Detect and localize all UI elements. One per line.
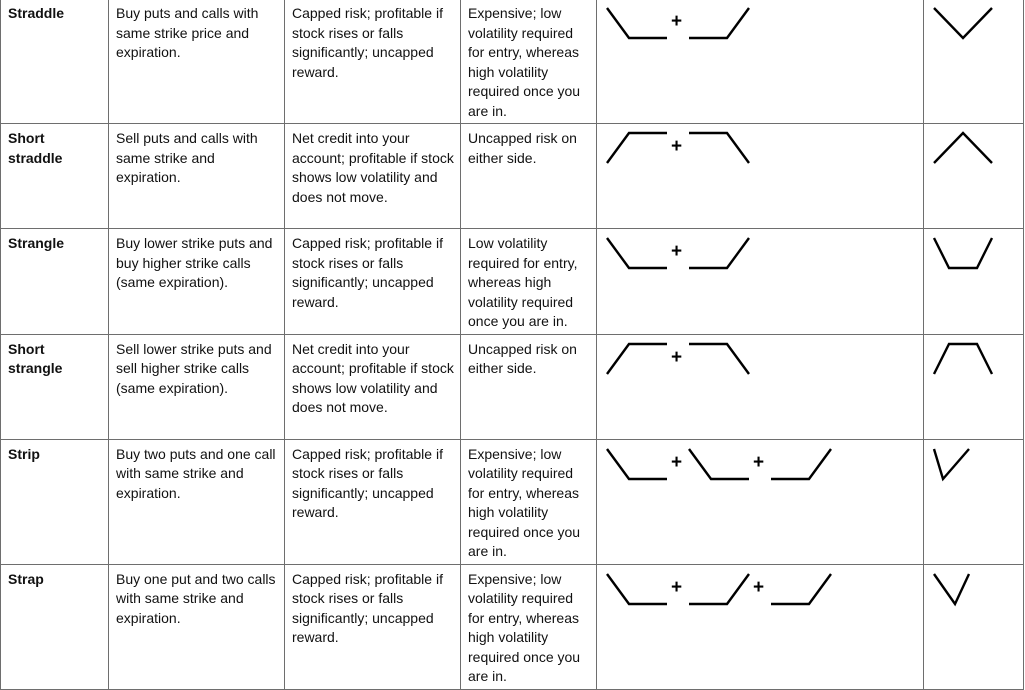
table-row <box>1 124 1024 229</box>
strap-payoff-icon <box>934 574 969 604</box>
legs-diagram <box>597 565 924 688</box>
strategy-description: Sell lower strike puts and sell higher strike calls (same expiration). <box>109 334 285 439</box>
strategy-pros: Capped risk; profitable if stock rises or falls significantly; uncapped reward. <box>285 564 461 689</box>
leg-plus-sign: + <box>671 11 683 32</box>
payoff-diagram <box>924 0 1024 122</box>
strategy-name: Strip <box>1 439 109 564</box>
leg-plus-sign: + <box>753 451 765 473</box>
strategy-payoff <box>924 124 1024 229</box>
strategy-legs <box>597 124 924 229</box>
long-call-leg-icon <box>689 238 749 268</box>
legs-diagram <box>597 0 924 122</box>
long-strangle-payoff-icon <box>934 238 992 268</box>
long-call-leg-icon <box>689 8 749 38</box>
payoff-diagram <box>924 335 1024 438</box>
strategy-pros: Capped risk; profitable if stock rises or falls significantly; uncapped reward. <box>285 0 461 124</box>
strategy-description: Buy puts and calls with same strike price and expiration. <box>109 0 285 124</box>
strategy-cons: Uncapped risk on either side. <box>461 334 597 439</box>
long-put-leg-icon <box>607 238 667 268</box>
strategy-payoff <box>924 229 1024 335</box>
long-straddle-payoff-icon <box>934 8 992 38</box>
short-call-leg-icon <box>607 133 667 163</box>
long-call-leg-icon <box>771 449 831 479</box>
leg-plus-sign: + <box>671 576 683 598</box>
payoff-diagram <box>924 124 1024 227</box>
strategy-pros: Net credit into your account; profitable if stock shows low volatility and does not move. <box>285 334 461 439</box>
strategy-description: Sell puts and calls with same strike and expiration. <box>109 124 285 229</box>
short-strangle-payoff-icon <box>934 344 992 374</box>
legs-diagram <box>597 440 924 563</box>
table-row <box>1 564 1024 689</box>
strategy-name: Straddle <box>1 0 109 124</box>
strategy-name: Strangle <box>1 229 109 335</box>
short-put-leg-icon <box>689 133 749 163</box>
strategy-cons: Low volatility required for entry, whereas high volatility required once you are in. <box>461 229 597 335</box>
strategy-pros: Net credit into your account; profitable if stock shows low volatility and does not move. <box>285 124 461 229</box>
payoff-diagram <box>924 229 1024 332</box>
strategy-payoff <box>924 564 1024 689</box>
strategy-legs <box>597 439 924 564</box>
legs-diagram <box>597 124 924 227</box>
strategy-legs <box>597 0 924 124</box>
strategy-cons: Uncapped risk on either side. <box>461 124 597 229</box>
payoff-diagram <box>924 440 1024 563</box>
strategy-pros: Capped risk; profitable if stock rises or falls significantly; uncapped reward. <box>285 439 461 564</box>
strategy-name: Short straddle <box>1 124 109 229</box>
table-body <box>1 0 1024 689</box>
strategy-payoff <box>924 334 1024 439</box>
strategy-cons: Expensive; low volatility required for entry, whereas high volatility required once you are in. <box>461 439 597 564</box>
leg-plus-sign: + <box>671 346 683 368</box>
strategy-legs <box>597 229 924 335</box>
table-row <box>1 229 1024 335</box>
strategy-cons: Expensive; low volatility required for entry, whereas high volatility required once you are in. <box>461 0 597 124</box>
table-row <box>1 439 1024 564</box>
long-call-leg-icon <box>771 574 831 604</box>
strategy-payoff <box>924 0 1024 124</box>
long-call-leg-icon <box>689 574 749 604</box>
table-row <box>1 0 1024 124</box>
legs-diagram <box>597 229 924 332</box>
strategy-name: Short strangle <box>1 334 109 439</box>
leg-plus-sign: + <box>671 136 683 157</box>
short-straddle-payoff-icon <box>934 133 992 163</box>
strategy-description: Buy two puts and one call with same strike and expiration. <box>109 439 285 564</box>
leg-plus-sign: + <box>671 451 683 473</box>
legs-diagram <box>597 335 924 438</box>
long-put-leg-icon <box>689 449 749 479</box>
leg-plus-sign: + <box>671 241 683 262</box>
short-call-leg-icon <box>607 344 667 374</box>
table-row <box>1 334 1024 439</box>
strategy-pros: Capped risk; profitable if stock rises or falls significantly; uncapped reward. <box>285 229 461 335</box>
strategy-cons: Expensive; low volatility required for entry, whereas high volatility required once you are in. <box>461 564 597 689</box>
strategy-description: Buy lower strike puts and buy higher strike calls (same expiration). <box>109 229 285 335</box>
long-put-leg-icon <box>607 574 667 604</box>
short-put-leg-icon <box>689 344 749 374</box>
long-put-leg-icon <box>607 8 667 38</box>
strip-payoff-icon <box>934 449 969 479</box>
long-put-leg-icon <box>607 449 667 479</box>
payoff-diagram <box>924 565 1024 688</box>
strategy-legs <box>597 334 924 439</box>
strategy-legs <box>597 564 924 689</box>
strategy-payoff <box>924 439 1024 564</box>
strategy-name: Strap <box>1 564 109 689</box>
leg-plus-sign: + <box>753 576 765 598</box>
strategy-description: Buy one put and two calls with same strike and expiration. <box>109 564 285 689</box>
